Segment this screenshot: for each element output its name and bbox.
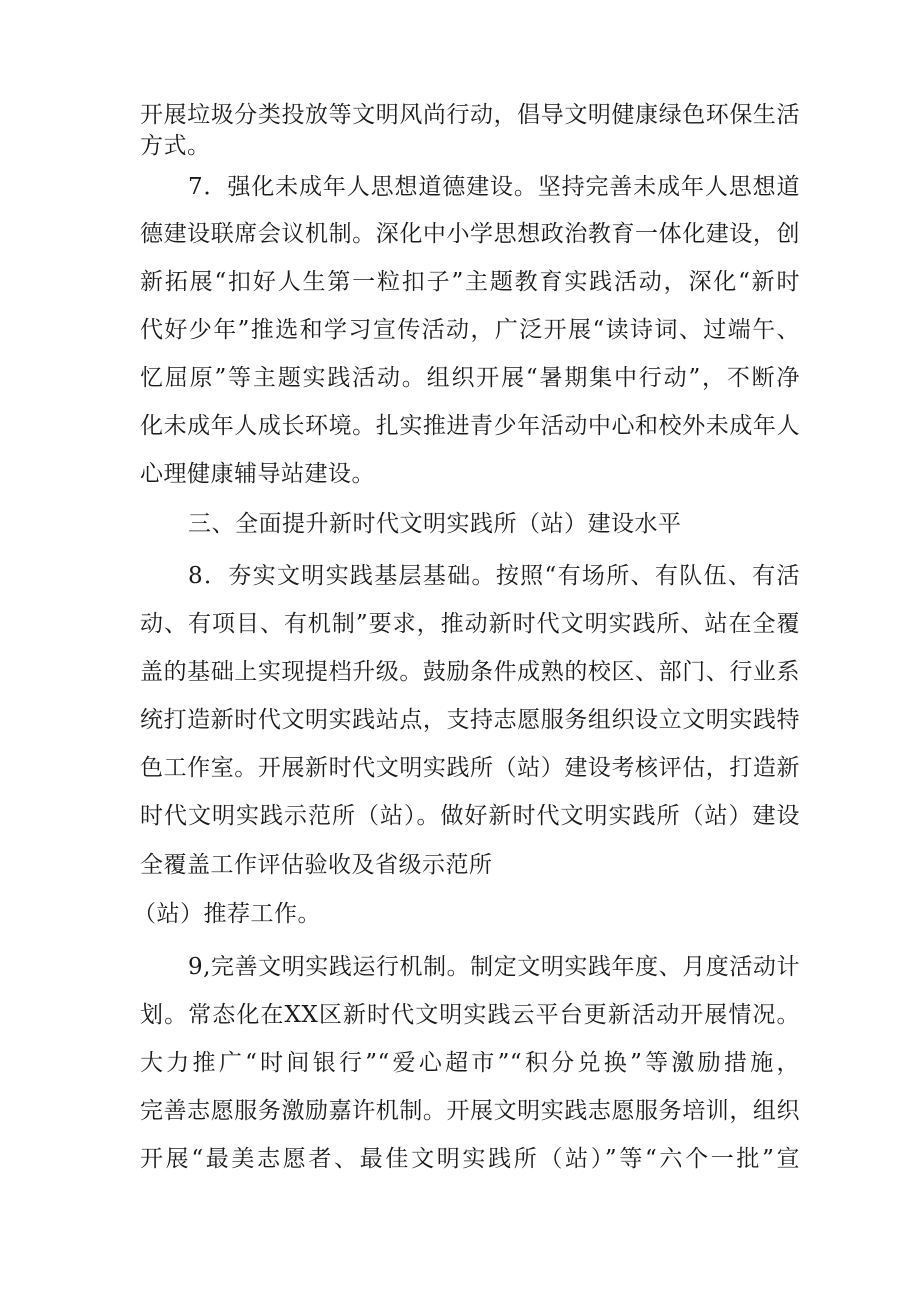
text-line: 方式。 — [140, 133, 211, 159]
text-line: 划。常态化在XX区新时代文明实践云平台更新活动开展情况。 — [140, 1002, 800, 1028]
text-line: 德建设联席会议机制。深化中小学思想政治教育一体化建设，创 — [140, 221, 800, 247]
text-line: 盖的基础上实现提档升级。鼓励条件成熟的校区、部门、行业系 — [140, 659, 800, 685]
text-line: 统打造新时代文明实践站点，支持志愿服务组织设立文明实践特 — [140, 707, 800, 733]
text-line: 色工作室。开展新时代文明实践所（站）建设考核评估，打造新 — [140, 755, 800, 781]
text-line: 全覆盖工作评估验收及省级示范所 — [140, 852, 493, 878]
text-line: 化未成年人成长环境。扎实推进青少年活动中心和校外未成年人 — [140, 413, 800, 439]
text-line: 大力推广“时间银行”“爱心超市”“积分兑换”等激励措施， — [140, 1050, 800, 1076]
text-line: 8．夯实文明实践基层基础。按照“有场所、有队伍、有活 — [188, 563, 800, 589]
text-line: 开展垃圾分类投放等文明风尚行动，倡导文明健康绿色环保生活 — [140, 102, 800, 128]
text-line: 代好少年”推选和学习宣传活动，广泛开展“读诗词、过端午、 — [140, 317, 800, 343]
text-line: 新拓展“扣好人生第一粒扣子”主题教育实践活动，深化“新时 — [140, 269, 800, 295]
text-line: 7．强化未成年人思想道德建设。坚持完善未成年人思想道 — [188, 174, 800, 200]
text-line: 完善志愿服务激励嘉许机制。开展文明实践志愿服务培训，组织 — [140, 1098, 800, 1124]
text-line: 心理健康辅导站建设。 — [140, 461, 375, 487]
text-line: （站）推荐工作。 — [133, 901, 321, 927]
text-line: 忆屈原”等主题实践活动。组织开展“暑期集中行动”，不断净 — [140, 365, 800, 391]
text-line: 时代文明实践示范所（站）。做好新时代文明实践所（站）建设 — [140, 803, 800, 829]
text-line: 9,完善文明实践运行机制。制定文明实践年度、月度活动计 — [188, 954, 800, 980]
section-heading: 三、全面提升新时代文明实践所（站）建设水平 — [188, 511, 682, 537]
text-line: 动、有项目、有机制”要求，推动新时代文明实践所、站在全覆 — [140, 611, 800, 637]
text-line: 开展“最美志愿者、最佳文明实践所（站）”等“六个一批”宣 — [140, 1146, 800, 1172]
